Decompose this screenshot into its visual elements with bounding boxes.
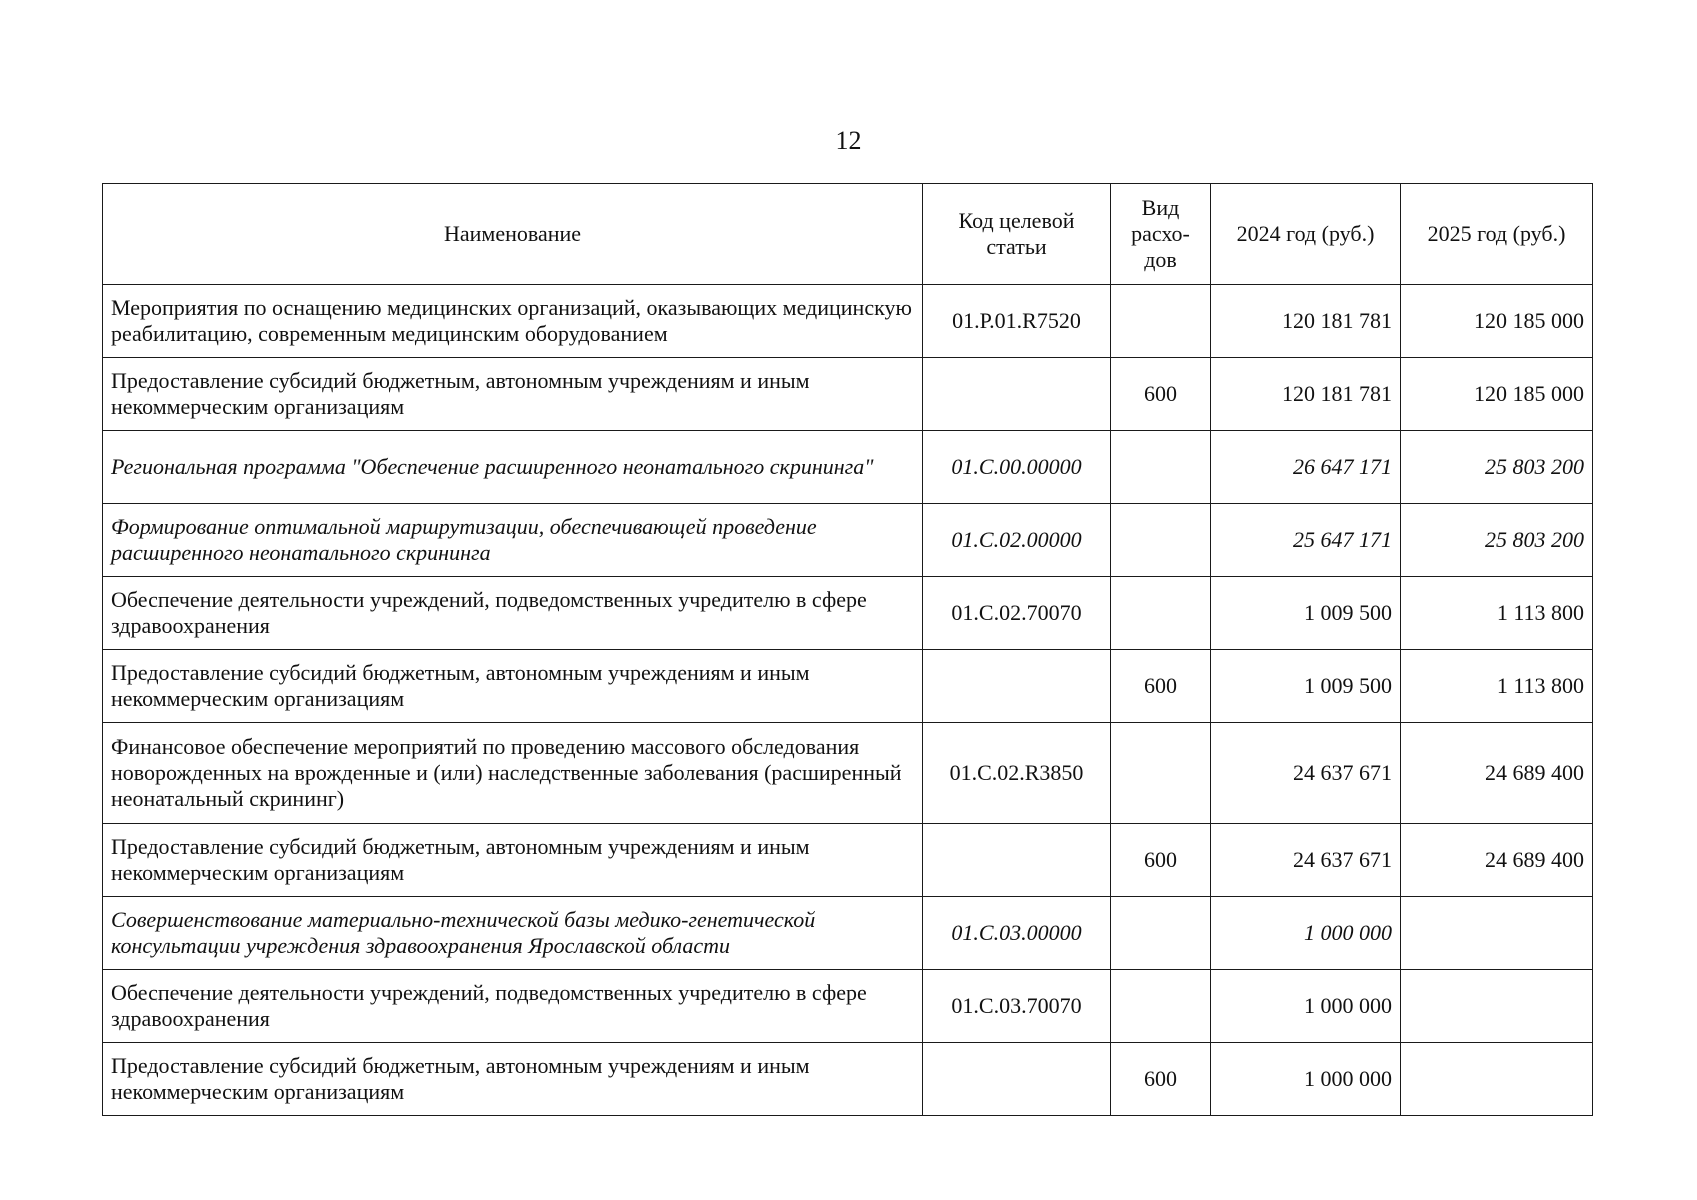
header-name: Наименование xyxy=(103,184,923,285)
cell-2025: 1 113 800 xyxy=(1401,577,1593,650)
header-kind: Вид расхо-дов xyxy=(1111,184,1211,285)
cell-kind: 600 xyxy=(1111,358,1211,431)
cell-code: 01.Р.01.R7520 xyxy=(923,285,1111,358)
cell-2024: 25 647 171 xyxy=(1211,504,1401,577)
table-row xyxy=(103,285,1593,358)
table-row xyxy=(103,897,1593,970)
table-row xyxy=(103,970,1593,1043)
cell-code: 01.С.02.00000 xyxy=(923,504,1111,577)
table-row xyxy=(103,504,1593,577)
table-row xyxy=(103,1043,1593,1116)
cell-2024: 1 009 500 xyxy=(1211,650,1401,723)
cell-2024: 26 647 171 xyxy=(1211,431,1401,504)
cell-code: 01.С.03.70070 xyxy=(923,970,1111,1043)
cell-2025: 120 185 000 xyxy=(1401,358,1593,431)
cell-2024: 1 000 000 xyxy=(1211,897,1401,970)
cell-kind xyxy=(1111,577,1211,650)
cell-name: Региональная программа "Обеспечение расширенного неонатального скрининга" xyxy=(103,431,923,504)
cell-2024: 1 009 500 xyxy=(1211,577,1401,650)
cell-2025: 25 803 200 xyxy=(1401,504,1593,577)
cell-code: 01.С.02.70070 xyxy=(923,577,1111,650)
table-row xyxy=(103,824,1593,897)
cell-2025 xyxy=(1401,897,1593,970)
cell-2024: 120 181 781 xyxy=(1211,358,1401,431)
cell-name: Финансовое обеспечение мероприятий по проведению массового обследования новорожденных на врожденные и (или) наследственные заболевания (расширенный неонатальный скрининг) xyxy=(103,723,923,824)
cell-2024: 1 000 000 xyxy=(1211,1043,1401,1116)
header-2025: 2025 год (руб.) xyxy=(1401,184,1593,285)
page-number: 12 xyxy=(835,126,862,155)
cell-2025 xyxy=(1401,1043,1593,1116)
cell-name: Мероприятия по оснащению медицинских организаций, оказывающих медицинскую реабилитацию, современным медицинским оборудованием xyxy=(103,285,923,358)
cell-kind xyxy=(1111,285,1211,358)
cell-2024: 1 000 000 xyxy=(1211,970,1401,1043)
header-2024: 2024 год (руб.) xyxy=(1211,184,1401,285)
table-header-row xyxy=(103,184,1593,285)
cell-2025 xyxy=(1401,970,1593,1043)
budget-table xyxy=(102,183,1593,1116)
cell-2025: 1 113 800 xyxy=(1401,650,1593,723)
cell-name: Обеспечение деятельности учреждений, подведомственных учредителю в сфере здравоохранения xyxy=(103,970,923,1043)
cell-name: Предоставление субсидий бюджетным, автономным учреждениям и иным некоммерческим организациям xyxy=(103,650,923,723)
cell-kind xyxy=(1111,723,1211,824)
cell-code xyxy=(923,650,1111,723)
cell-code xyxy=(923,358,1111,431)
cell-code xyxy=(923,1043,1111,1116)
cell-name: Предоставление субсидий бюджетным, автономным учреждениям и иным некоммерческим организациям xyxy=(103,824,923,897)
cell-kind: 600 xyxy=(1111,824,1211,897)
cell-2024: 24 637 671 xyxy=(1211,824,1401,897)
cell-kind xyxy=(1111,431,1211,504)
cell-2025: 25 803 200 xyxy=(1401,431,1593,504)
table-row xyxy=(103,431,1593,504)
cell-2025: 24 689 400 xyxy=(1401,723,1593,824)
cell-name: Совершенствование материально-технической базы медико-генетической консультации учреждения здравоохранения Ярославской области xyxy=(103,897,923,970)
table-row xyxy=(103,723,1593,824)
cell-2025: 24 689 400 xyxy=(1401,824,1593,897)
cell-code: 01.С.02.R3850 xyxy=(923,723,1111,824)
cell-name: Обеспечение деятельности учреждений, подведомственных учредителю в сфере здравоохранения xyxy=(103,577,923,650)
cell-code: 01.С.00.00000 xyxy=(923,431,1111,504)
cell-2024: 120 181 781 xyxy=(1211,285,1401,358)
cell-2025: 120 185 000 xyxy=(1401,285,1593,358)
cell-kind xyxy=(1111,504,1211,577)
header-code: Код целевой статьи xyxy=(923,184,1111,285)
cell-kind xyxy=(1111,897,1211,970)
cell-kind xyxy=(1111,970,1211,1043)
table-row xyxy=(103,358,1593,431)
table-row xyxy=(103,650,1593,723)
cell-name: Предоставление субсидий бюджетным, автономным учреждениям и иным некоммерческим организациям xyxy=(103,358,923,431)
cell-code: 01.С.03.00000 xyxy=(923,897,1111,970)
cell-code xyxy=(923,824,1111,897)
cell-kind: 600 xyxy=(1111,1043,1211,1116)
cell-name: Предоставление субсидий бюджетным, автономным учреждениям и иным некоммерческим организациям xyxy=(103,1043,923,1116)
table-row xyxy=(103,577,1593,650)
cell-name: Формирование оптимальной маршрутизации, обеспечивающей проведение расширенного неонатального скрининга xyxy=(103,504,923,577)
cell-kind: 600 xyxy=(1111,650,1211,723)
cell-2024: 24 637 671 xyxy=(1211,723,1401,824)
